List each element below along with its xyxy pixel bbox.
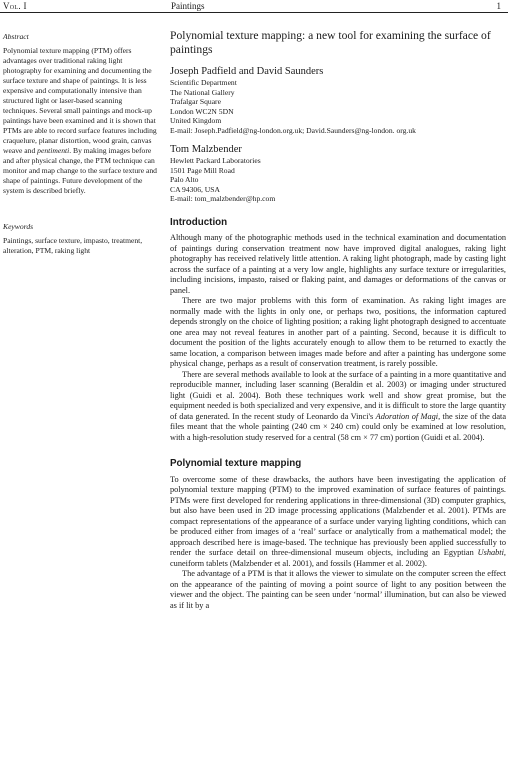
- section-heading-introduction: Introduction: [170, 216, 228, 228]
- paragraph: The advantage of a PTM is that it allows the viewer to simulate on the computer screen the effect on the appearance of the painting of moving a point source of light to any position between the viewer and the object. The painting can be seen under ‘normal’ illumination, but can also be viewed as if lit by a: [170, 569, 506, 610]
- keywords-label: Keywords: [3, 222, 34, 231]
- affiliation-secondary: [170, 156, 506, 204]
- affiliation-line: 1501 Page Mill Road: [170, 165, 235, 175]
- paragraph: To overcome some of these drawbacks, the authors have been investigating the application of polynomial texture mapping (PTM) to the improved examination of surface features of paintings. PTMs were first developed for rendering applications in three-dimensional (3D) computer graphics, but also have been used in 2D image processing applications (Malzbender et al. 2001). PTMs are compact representations of the appearance of a surface under varying lighting conditions, which can be produced either from images of a ‘real’ surface or analytically from a mathematical model; the approach described here is image-based. The technique has previously been applied successfully to render the surface detail on three-dimensional museum objects, including an Egyptian Ushabti, cuneiform tablets (Malzbender et al. 2001), and fossils (Hammer et al. 2002).: [170, 474, 506, 568]
- paragraph: Although many of the photographic methods used in the technical examination and documentation of paintings during conservation treatment now have improved digital analogues, raking light photography has received relatively little attention. A raking light photograph, made by casting light across the surface of a painting at a very low angle, highlights any surface texture or irregularities, including incisions, impasto, raised or flaking paint, and damages or deformations of the canvas or panel.: [170, 233, 506, 295]
- affiliation-line: United Kingdom: [170, 116, 222, 125]
- affiliation-line: Scientific Department: [170, 78, 237, 87]
- keywords-text: Paintings, surface texture, impasto, treatment, alteration, PTM, raking light: [3, 236, 143, 255]
- section-label: Paintings: [171, 1, 205, 11]
- affiliation-line: The National Gallery: [170, 87, 235, 97]
- abstract-text: Polynomial texture mapping (PTM) offers advantages over traditional raking light photography for examining and documenting the surface texture and shape of paintings. It is less expensive and computationally intensive than structured light or laser-based scanning techniques. Several small paintings and mock-up paintings have been examined and it is shown that PTMs are able to record surface features including craquelure, planar distortion, wood grain, canvas weave and pentimenti. By making images before and after physical change, the PTM technique can monitor and map change to the surface texture and shape of paintings. Future development of the system is described briefly.: [3, 46, 157, 195]
- paragraph: There are two major problems with this form of examination. As raking light images are normally made with the lights in only one, or perhaps two, positions, the information captured depends strongly on the choice of lighting position; a raking light photograph designed to accentuate one area may not reveal features in another part of a painting. Second, because it is difficult to document the position of the lights accurately enough to allow them to be returned to exactly the same location, a comparison between images made before and after a painting has undergone some physical change, perhaps as a result of conservation treatment, is rarely possible.: [170, 296, 506, 368]
- affiliation-primary: [170, 78, 506, 135]
- affiliation-line: CA 94306, USA: [170, 184, 221, 194]
- affiliation-email: E-mail: tom_malzbender@hp.com: [170, 194, 276, 203]
- abstract-column: [3, 32, 158, 256]
- ptm-section: [170, 459, 506, 611]
- authors-primary: Joseph Padfield and David Saunders: [170, 66, 324, 77]
- affiliation-line: London WC2N 5DN: [170, 106, 234, 116]
- affiliation-line: Palo Alto: [170, 175, 199, 184]
- article-title: Polynomial texture mapping: a new tool for examining the surface of paintings: [170, 29, 491, 56]
- paragraph: There are several methods available to look at the surface of a painting in a more quantitative and reproducible manner, including laser scanning (Beraldin et al. 2003) or imaging under structured light (Guidi et al. 2004). Both these techniques work well and show great promise, but the equipment needed is both specialized and very expensive, and it is difficult to store the large quantity of data generated. In the recent study of Leonardo da Vinci's Adoration of Magi, the size of the data files meant that the whole painting (240 cm × 240 cm) could only be examined at low resolution, with a high-resolution study reserved for a central (58 cm × 77 cm) portion (Guidi et al. 2004).: [170, 369, 507, 442]
- affiliation-email: E-mail: Joseph.Padfield@ng-london.org.uk; David.Saunders@ng-london. org.uk: [170, 125, 416, 135]
- volume-label: Vol. I: [3, 1, 27, 11]
- section-heading-ptm: Polynomial texture mapping: [170, 458, 302, 469]
- affiliation-line: Hewlett Packard Laboratories: [170, 156, 261, 165]
- main-column: [170, 29, 506, 611]
- affiliation-line: Trafalgar Square: [170, 97, 221, 106]
- introduction-section: [170, 218, 506, 444]
- authors-secondary: Tom Malzbender: [170, 144, 242, 155]
- header-rule: [0, 12, 508, 13]
- abstract-label: Abstract: [3, 32, 29, 41]
- running-header: [3, 0, 505, 12]
- page-number: 1: [496, 1, 501, 11]
